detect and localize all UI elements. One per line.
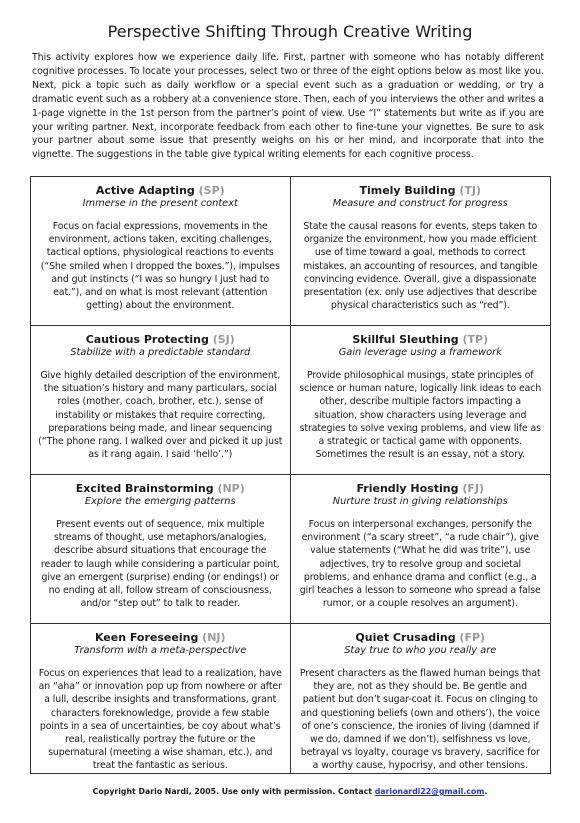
- cell-code: (NJ): [202, 631, 226, 644]
- cell-title: [298, 482, 544, 496]
- cell-subtitle: Transform with a meta-perspective: [74, 645, 247, 656]
- cell-body: Provide philosophical musings, state principles of science or human nature, logically link ideas to each other, describe multiple factors impacting a situation, show characters using leverage and strategies to solve vexing problems, and view life as a strategic or tactical game with opponents. Sometimes the result is an essay, not a story.: [299, 370, 542, 461]
- cell-title-text: Skillful Sleuthing: [352, 333, 459, 346]
- cell-code: (FJ): [462, 482, 484, 495]
- process-cell-quiet-crusading: [291, 624, 551, 773]
- footer-period: .: [484, 787, 488, 796]
- cell-subtitle: Stay true to who you really are: [344, 645, 497, 656]
- cell-body: Focus on interpersonal exchanges, personify the environment (“a scary street”, “a rude chair”), give value statements (“What he did was trite”), use adjectives, try to resolve group and societal problems, and enhance drama and conflict (e.g., a girl teaches a lesson to someone who spread a false rumor, or a couple resolves an argument).: [299, 519, 541, 610]
- page-title: Perspective Shifting Through Creative Writing: [107, 22, 473, 41]
- cell-title-text: Cautious Protecting: [85, 333, 209, 346]
- cell-title: [298, 631, 544, 645]
- cell-subtitle: Measure and construct for progress: [332, 198, 508, 209]
- cell-title: [38, 184, 283, 198]
- cell-code: (TP): [462, 333, 489, 346]
- cell-body: State the causal reasons for events, steps taken to organize the environment, how you made efficient use of time toward a goal, methods to correct mistakes, an accounting of resources, and tangible convincing evidence. Overall, give a dispassionate presentation (ex. only use adjectives that describe physical characteristics such as “red”).: [302, 221, 538, 312]
- cell-code: (SJ): [212, 333, 235, 346]
- cell-title-text: Keen Foreseeing: [94, 631, 199, 644]
- cell-code: (NP): [217, 482, 245, 495]
- process-cell-active-adapting: [31, 177, 291, 326]
- process-cell-excited-brainstorming: [31, 475, 291, 624]
- cell-title-text: Active Adapting: [95, 184, 195, 197]
- cell-subtitle: Explore the emerging patterns: [84, 496, 236, 507]
- process-table: [30, 176, 551, 774]
- cell-body: Present events out of sequence, mix multiple streams of thought, use metaphors/analogies, describe absurd situations that encourage the reader to laugh while considering a particular point, give an emergent (surprise) ending (or endings!) or no ending at all, follow stream of consciousness, and/or “step out” to talk to reader.: [40, 519, 280, 610]
- cell-title: [38, 333, 283, 347]
- contact-email-link[interactable]: darionardi22@gmail.com: [374, 787, 485, 796]
- cell-title: [298, 333, 544, 347]
- process-cell-friendly-hosting: [291, 475, 551, 624]
- cell-body: Focus on facial expressions, movements in the environment, actions taken, exciting challenges, tactical options, physiological reactions to events (“She smiled when I dropped the boxes.”), impulses and gut instincts (“I was so hungry I just had to eat.”), and on what is most relevant (attention getting) about the environment.: [40, 221, 280, 312]
- process-cell-keen-foreseeing: [31, 624, 291, 773]
- cell-body: Present characters as the flawed human beings that they are, not as they should be. Be gentle and patient but don’t sugar-coat it. Focus on clinging to and questioning beliefs (own and others’), the voice of one’s conscience, the ironies of living (damned if we do, damned if we don’t), selfishness vs love, betrayal vs loyalty, courage vs bravery, sacrifice for a worthy cause, hypocrisy, and other tensions.: [299, 668, 541, 772]
- process-cell-timely-building: [291, 177, 551, 326]
- cell-title-text: Quiet Crusading: [355, 631, 456, 644]
- copyright-footer: [0, 787, 580, 796]
- cell-subtitle: Nurture trust in giving relationships: [332, 496, 508, 507]
- cell-body: Focus on experiences that lead to a realization, have an “aha” or innovation pop up from nowhere or after a lull, describe insights and transformations, grant characters foreknowledge, provide a few stable points in a sea of uncertainties, be coy about what’s real, realistically portray the future or the supernatural (meeting a wise shaman, etc.), and treat the fantastic as serious.: [38, 668, 282, 772]
- cell-title-text: Friendly Hosting: [356, 482, 459, 495]
- cell-title-text: Excited Brainstorming: [75, 482, 214, 495]
- cell-body: Give highly detailed description of the environment, the situation’s history and many particulars, social roles (mother, coach, brother, etc.), sense of instability or mistakes that require correcting, preparations being made, and linear sequencing (“The phone rang. I walked over and picked it up just as it rang again. I said ‘hello’.”): [38, 370, 283, 461]
- cell-code: (TJ): [459, 184, 482, 197]
- cell-code: (SP): [198, 184, 225, 197]
- cell-title: [298, 184, 544, 198]
- cell-code: (FP): [459, 631, 486, 644]
- intro-paragraph: This activity explores how we experience daily life. First, partner with someone who has notably different cognitive processes. To locate your processes, select two or three of the eight options below as most like you. Next, pick a topic such as daily workflow or a special event such as a graduation or wedding, or try a dramatic event such as a robbery at a convenience store. Then, each of you interviews the other and writes a 1-page vignette in the 1st person from the partner’s point of view. Use “I” statements but write as if you are your writing partner. Next, incorporate feedback from each other to fine-tune your vignettes. Be sure to ask your partner about some issue that presently weighs on his or her mind, and incorporate that into the vignette. The suggestions in the table give typical writing elements for each cognitive process.: [32, 52, 544, 161]
- cell-subtitle: Gain leverage using a framework: [338, 347, 502, 358]
- cell-title: [38, 631, 283, 645]
- process-cell-cautious-protecting: [31, 326, 291, 475]
- cell-subtitle: Immerse in the present context: [82, 198, 238, 209]
- process-cell-skillful-sleuthing: [291, 326, 551, 475]
- cell-subtitle: Stabilize with a predictable standard: [70, 347, 251, 358]
- cell-title: [38, 482, 283, 496]
- copyright-text: Copyright Dario Nardi, 2005. Use only with permission. Contact: [92, 787, 375, 796]
- cell-title-text: Timely Building: [359, 184, 456, 197]
